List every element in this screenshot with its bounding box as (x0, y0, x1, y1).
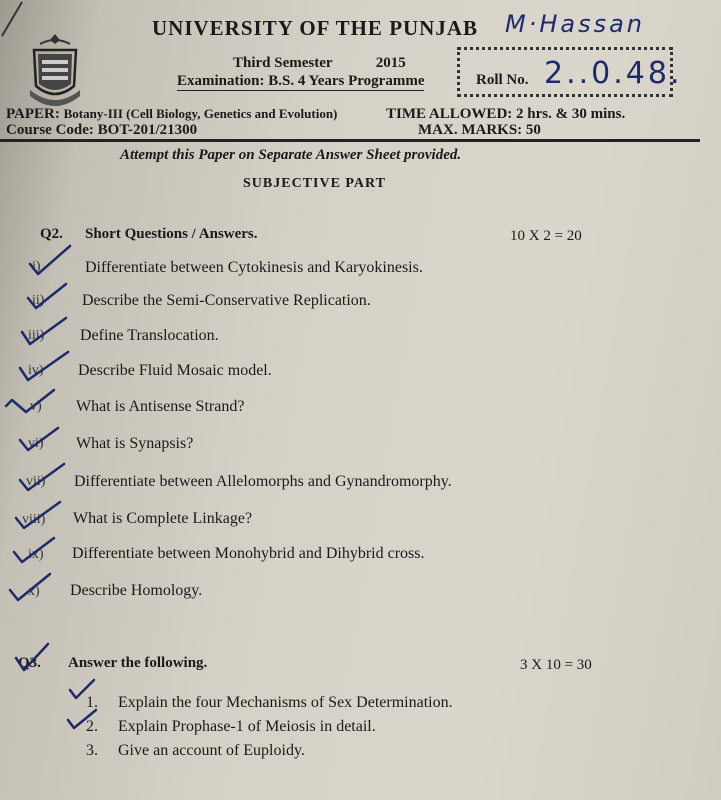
handwritten-name: M·Hassan (505, 10, 646, 38)
item-number: x) (28, 584, 40, 599)
list-item-text: Differentiate between Monohybrid and Dihybrid cross. (72, 545, 425, 562)
roll-label: Roll No. (476, 72, 529, 88)
item-number: 1. (86, 694, 98, 711)
item-number: 3. (86, 742, 98, 759)
q3-marks: 3 X 10 = 30 (520, 657, 592, 673)
q3-number: Q3. (18, 655, 41, 671)
list-item-text: What is Synapsis? (76, 435, 194, 452)
course-code: Course Code: BOT-201/21300 (6, 122, 198, 138)
item-number: vi) (28, 436, 44, 451)
paper-label: PAPER: (6, 106, 60, 122)
check-mark-icons (0, 240, 100, 620)
check-mark-icon (20, 352, 68, 380)
item-number: i) (32, 259, 41, 274)
list-item-text: Describe Fluid Mosaic model. (78, 362, 272, 379)
q2-title: Short Questions / Answers. (85, 226, 258, 242)
roll-number-handwritten: 2..0.48. (544, 56, 683, 91)
item-number: 2. (86, 718, 98, 735)
check-mark-icon (22, 318, 66, 344)
list-item-text: Give an account of Euploidy. (118, 742, 305, 759)
semester-line (233, 55, 406, 72)
check-mark-icon (16, 644, 48, 670)
attempt-instruction: Attempt this Paper on Separate Answer Sheet provided. (120, 147, 462, 163)
list-item-text: Define Translocation. (80, 327, 219, 344)
list-item-text: What is Complete Linkage? (73, 510, 253, 527)
item-number: viii) (22, 512, 46, 527)
item-number: ii) (32, 293, 45, 308)
check-mark-icon (20, 464, 64, 490)
list-item-text: Describe the Semi-Conservative Replication. (82, 292, 371, 309)
item-number: iv) (28, 363, 44, 378)
list-item-text: What is Antisense Strand? (76, 398, 245, 415)
check-mark-icon (30, 246, 70, 274)
item-number: v) (30, 399, 42, 414)
list-item-text: Explain the four Mechanisms of Sex Determination. (118, 694, 453, 711)
check-mark-icon (6, 390, 54, 412)
time-allowed: TIME ALLOWED: 2 hrs. & 30 mins. (386, 106, 626, 122)
header-divider (0, 139, 700, 142)
item-number: iii) (28, 328, 45, 343)
list-item (86, 694, 98, 712)
list-item-text: Differentiate between Allelomorphs and Gynandromorphy. (74, 473, 452, 490)
paper-name: Botany-III (Cell Biology, Genetics and Evolution) (63, 106, 338, 121)
check-mark-icon (20, 428, 58, 450)
list-item-text: Describe Homology. (70, 582, 203, 599)
list-item (86, 718, 98, 736)
university-name: UNIVERSITY OF THE PUNJAB (152, 16, 479, 40)
year: 2015 (375, 55, 406, 71)
q3-title: Answer the following. (68, 655, 208, 671)
check-mark-icon (14, 538, 54, 562)
semester: Third Semester (233, 55, 333, 71)
list-item-text: Differentiate between Cytokinesis and Karyokinesis. (85, 259, 423, 276)
examination: Examination: B.S. 4 Years Programme (177, 73, 425, 89)
part-title: SUBJECTIVE PART (243, 176, 386, 191)
check-mark-icon (28, 284, 66, 308)
list-item (86, 742, 98, 760)
q2-number: Q2. (40, 226, 63, 242)
check-mark-icon (10, 574, 50, 600)
max-marks: MAX. MARKS: 50 (418, 122, 541, 138)
item-number: vii) (26, 474, 46, 489)
paper-line (6, 106, 337, 123)
q2-marks: 10 X 2 = 20 (510, 228, 582, 244)
list-item-text: Explain Prophase-1 of Meiosis in detail. (118, 718, 376, 735)
university-crest-logo (26, 30, 84, 112)
item-number: ix) (28, 547, 44, 562)
check-mark-icon (16, 502, 60, 528)
